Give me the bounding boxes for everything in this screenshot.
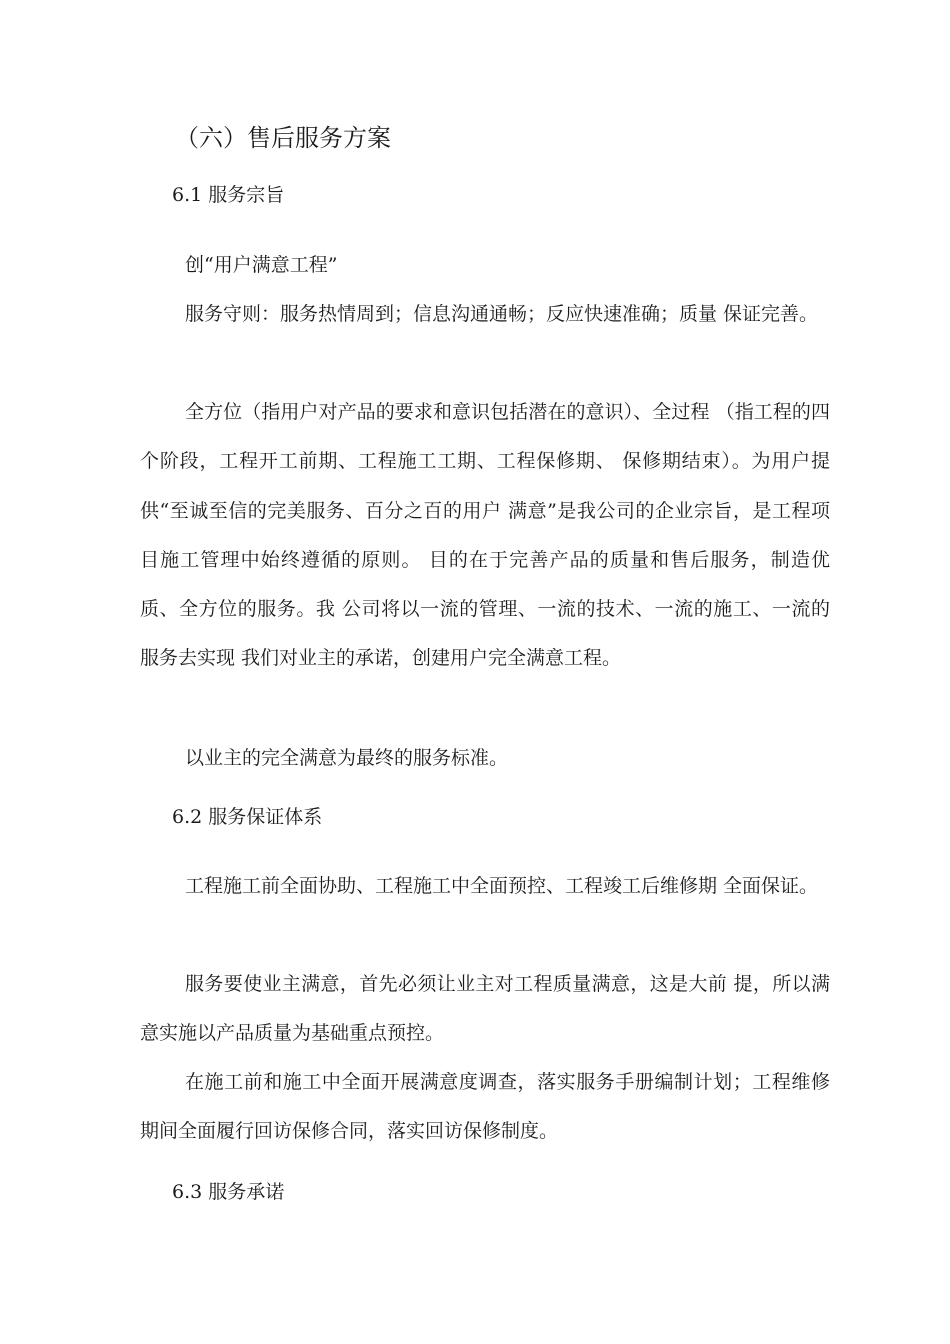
section-heading-6-1: 6.1 服务宗旨 (172, 184, 285, 206)
section-heading-6-3: 6.3 服务承诺 (172, 1181, 285, 1203)
paragraph-slogan: 创“用户满意工程” (185, 254, 338, 276)
paragraph-service-rules: 服务守则：服务热情周到；信息沟通通畅；反应快速准确；质量 保证完善。 (185, 303, 819, 325)
paragraph-survey-warranty: 在施工前和施工中全面开展满意度调查，落实服务手册编制计划；工程维修期间全面履行回访保修合同，落实回访保修制度。 (140, 1071, 830, 1143)
section-heading-6-2: 6.2 服务保证体系 (172, 806, 323, 828)
paragraph-service-standard: 以业主的完全满意为最终的服务标准。 (185, 747, 509, 769)
paragraph-service-scope: 全方位（指用户对产品的要求和意识包括潜在的意识）、全过程 （指工程的四个阶段，工程开工前期、工程施工工期、工程保修期、 保修期结束）。为用户提供“至诚至信的完美服务、百分之百的用户 满意”是我公司的企业宗旨，是工程项目施工管理中始终遵循的原则。 目的在于完善产品的质量和售后服务，制造优质、全方位的服务。我 公司将以一流的管理、一流的技术、一流的施工、一流的服务去实现 我们对业主的承诺，创建用户完全满意工程。 (140, 401, 830, 670)
document-title: （六）售后服务方案 (175, 124, 391, 152)
paragraph-quality-premise: 服务要使业主满意，首先必须让业主对工程质量满意，这是大前 提，所以满意实施以产品质量为基础重点预控。 (140, 973, 830, 1045)
paragraph-guarantee-phases: 工程施工前全面协助、工程施工中全面预控、工程竣工后维修期 全面保证。 (185, 875, 819, 897)
